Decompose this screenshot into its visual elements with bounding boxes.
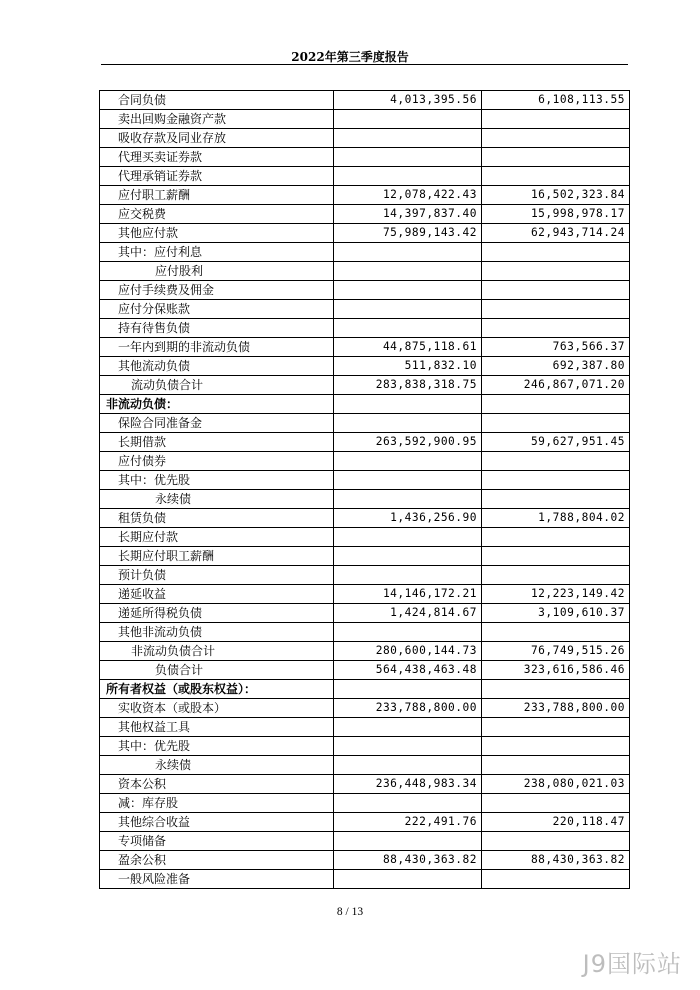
table-row	[100, 148, 630, 167]
prior-period-value	[482, 623, 630, 642]
row-label: 非流动负债：	[100, 395, 334, 414]
current-period-value	[334, 794, 482, 813]
table-row	[100, 414, 630, 433]
prior-period-value	[482, 110, 630, 129]
current-period-value	[334, 395, 482, 414]
prior-period-value	[482, 490, 630, 509]
current-period-value	[334, 148, 482, 167]
current-period-value	[334, 737, 482, 756]
prior-period-value: 15,998,978.17	[482, 205, 630, 224]
prior-period-value	[482, 414, 630, 433]
header-rule	[101, 64, 628, 65]
prior-period-value: 59,627,951.45	[482, 433, 630, 452]
current-period-value: 4,013,395.56	[334, 91, 482, 110]
current-period-value: 280,600,144.73	[334, 642, 482, 661]
prior-period-value	[482, 167, 630, 186]
watermark-text: J9国际站	[582, 950, 682, 978]
prior-period-value: 16,502,323.84	[482, 186, 630, 205]
row-label: 其中：优先股	[100, 737, 334, 756]
table-row	[100, 680, 630, 699]
prior-period-value	[482, 148, 630, 167]
current-period-value: 44,875,118.61	[334, 338, 482, 357]
row-label: 租赁负债	[100, 509, 334, 528]
prior-period-value	[482, 243, 630, 262]
current-period-value	[334, 129, 482, 148]
current-period-value	[334, 718, 482, 737]
current-period-value	[334, 490, 482, 509]
prior-period-value	[482, 452, 630, 471]
prior-period-value: 763,566.37	[482, 338, 630, 357]
prior-period-value: 3,109,610.37	[482, 604, 630, 623]
current-period-value	[334, 452, 482, 471]
current-period-value: 12,078,422.43	[334, 186, 482, 205]
row-label: 应付手续费及佣金	[100, 281, 334, 300]
row-label: 保险合同准备金	[100, 414, 334, 433]
prior-period-value	[482, 471, 630, 490]
row-label: 合同负债	[100, 91, 334, 110]
prior-period-value	[482, 680, 630, 699]
current-period-value	[334, 756, 482, 775]
current-period-value: 88,430,363.82	[334, 851, 482, 870]
prior-period-value	[482, 566, 630, 585]
table-row	[100, 623, 630, 642]
prior-period-value: 6,108,113.55	[482, 91, 630, 110]
table-row	[100, 718, 630, 737]
table-row	[100, 129, 630, 148]
table-row	[100, 737, 630, 756]
row-label: 应付债券	[100, 452, 334, 471]
current-period-value	[334, 110, 482, 129]
table-row	[100, 338, 630, 357]
table-row	[100, 813, 630, 832]
row-label: 其中：应付利息	[100, 243, 334, 262]
prior-period-value	[482, 395, 630, 414]
prior-period-value: 76,749,515.26	[482, 642, 630, 661]
prior-period-value	[482, 319, 630, 338]
prior-period-value	[482, 737, 630, 756]
row-label: 流动负债合计	[100, 376, 334, 395]
row-label: 一般风险准备	[100, 870, 334, 889]
current-period-value: 1,436,256.90	[334, 509, 482, 528]
table-row	[100, 243, 630, 262]
table-row	[100, 357, 630, 376]
row-label: 其中：优先股	[100, 471, 334, 490]
row-label: 一年内到期的非流动负债	[100, 338, 334, 357]
current-period-value: 263,592,900.95	[334, 433, 482, 452]
current-period-value	[334, 414, 482, 433]
table-row	[100, 851, 630, 870]
prior-period-value: 238,080,021.03	[482, 775, 630, 794]
current-period-value	[334, 623, 482, 642]
report-title: 2022年第三季度报告	[291, 50, 409, 64]
current-period-value	[334, 680, 482, 699]
row-label: 应交税费	[100, 205, 334, 224]
current-period-value: 222,491.76	[334, 813, 482, 832]
table-row	[100, 224, 630, 243]
current-period-value	[334, 243, 482, 262]
prior-period-value	[482, 528, 630, 547]
table-row	[100, 186, 630, 205]
prior-period-value: 12,223,149.42	[482, 585, 630, 604]
row-label: 递延所得税负债	[100, 604, 334, 623]
table-row	[100, 528, 630, 547]
prior-period-value: 692,387.80	[482, 357, 630, 376]
row-label: 代理承销证券款	[100, 167, 334, 186]
table-row	[100, 471, 630, 490]
page-number: 8 / 13	[336, 906, 364, 918]
row-label: 永续债	[100, 490, 334, 509]
table-row	[100, 509, 630, 528]
current-period-value	[334, 281, 482, 300]
current-period-value	[334, 471, 482, 490]
table-row	[100, 167, 630, 186]
table-row	[100, 870, 630, 889]
current-period-value: 14,146,172.21	[334, 585, 482, 604]
current-period-value: 236,448,983.34	[334, 775, 482, 794]
prior-period-value: 323,616,586.46	[482, 661, 630, 680]
table-row	[100, 832, 630, 851]
prior-period-value: 1,788,804.02	[482, 509, 630, 528]
prior-period-value	[482, 547, 630, 566]
table-row	[100, 91, 630, 110]
row-label: 递延收益	[100, 585, 334, 604]
prior-period-value: 246,867,071.20	[482, 376, 630, 395]
prior-period-value	[482, 832, 630, 851]
row-label: 永续债	[100, 756, 334, 775]
row-label: 卖出回购金融资产款	[100, 110, 334, 129]
row-label: 其他综合收益	[100, 813, 334, 832]
prior-period-value: 233,788,800.00	[482, 699, 630, 718]
prior-period-value	[482, 718, 630, 737]
current-period-value	[334, 528, 482, 547]
row-label: 应付分保账款	[100, 300, 334, 319]
table-row	[100, 794, 630, 813]
table-row	[100, 205, 630, 224]
prior-period-value: 62,943,714.24	[482, 224, 630, 243]
balance-sheet-table	[99, 90, 630, 889]
table-row	[100, 452, 630, 471]
current-period-value: 233,788,800.00	[334, 699, 482, 718]
row-label: 非流动负债合计	[100, 642, 334, 661]
row-label: 资本公积	[100, 775, 334, 794]
prior-period-value: 220,118.47	[482, 813, 630, 832]
current-period-value: 283,838,318.75	[334, 376, 482, 395]
row-label: 负债合计	[100, 661, 334, 680]
row-label: 持有待售负债	[100, 319, 334, 338]
current-period-value: 511,832.10	[334, 357, 482, 376]
prior-period-value	[482, 281, 630, 300]
prior-period-value	[482, 129, 630, 148]
row-label: 应付股利	[100, 262, 334, 281]
current-period-value: 75,989,143.42	[334, 224, 482, 243]
prior-period-value	[482, 794, 630, 813]
table-row	[100, 281, 630, 300]
table-row	[100, 604, 630, 623]
table-row	[100, 490, 630, 509]
current-period-value: 564,438,463.48	[334, 661, 482, 680]
table-row	[100, 699, 630, 718]
table-row	[100, 262, 630, 281]
table-row	[100, 661, 630, 680]
prior-period-value: 88,430,363.82	[482, 851, 630, 870]
current-period-value	[334, 870, 482, 889]
row-label: 专项储备	[100, 832, 334, 851]
table-row	[100, 585, 630, 604]
current-period-value	[334, 262, 482, 281]
current-period-value: 1,424,814.67	[334, 604, 482, 623]
prior-period-value	[482, 756, 630, 775]
row-label: 其他流动负债	[100, 357, 334, 376]
table-row	[100, 300, 630, 319]
row-label: 长期借款	[100, 433, 334, 452]
row-label: 代理买卖证券款	[100, 148, 334, 167]
table-row	[100, 756, 630, 775]
prior-period-value	[482, 262, 630, 281]
row-label: 预计负债	[100, 566, 334, 585]
row-label: 减：库存股	[100, 794, 334, 813]
row-label: 吸收存款及同业存放	[100, 129, 334, 148]
current-period-value: 14,397,837.40	[334, 205, 482, 224]
prior-period-value	[482, 300, 630, 319]
table-row	[100, 642, 630, 661]
current-period-value	[334, 566, 482, 585]
table-row	[100, 110, 630, 129]
row-label: 长期应付职工薪酬	[100, 547, 334, 566]
row-label: 应付职工薪酬	[100, 186, 334, 205]
table-row	[100, 319, 630, 338]
table-row	[100, 376, 630, 395]
row-label: 其他权益工具	[100, 718, 334, 737]
current-period-value	[334, 300, 482, 319]
current-period-value	[334, 167, 482, 186]
current-period-value	[334, 547, 482, 566]
row-label: 其他应付款	[100, 224, 334, 243]
row-label: 长期应付款	[100, 528, 334, 547]
table-row	[100, 775, 630, 794]
current-period-value	[334, 832, 482, 851]
current-period-value	[334, 319, 482, 338]
row-label: 盈余公积	[100, 851, 334, 870]
prior-period-value	[482, 870, 630, 889]
table-row	[100, 547, 630, 566]
table-row	[100, 433, 630, 452]
table-row	[100, 566, 630, 585]
row-label: 其他非流动负债	[100, 623, 334, 642]
table-row	[100, 395, 630, 414]
row-label: 所有者权益（或股东权益）：	[100, 680, 334, 699]
row-label: 实收资本（或股本）	[100, 699, 334, 718]
